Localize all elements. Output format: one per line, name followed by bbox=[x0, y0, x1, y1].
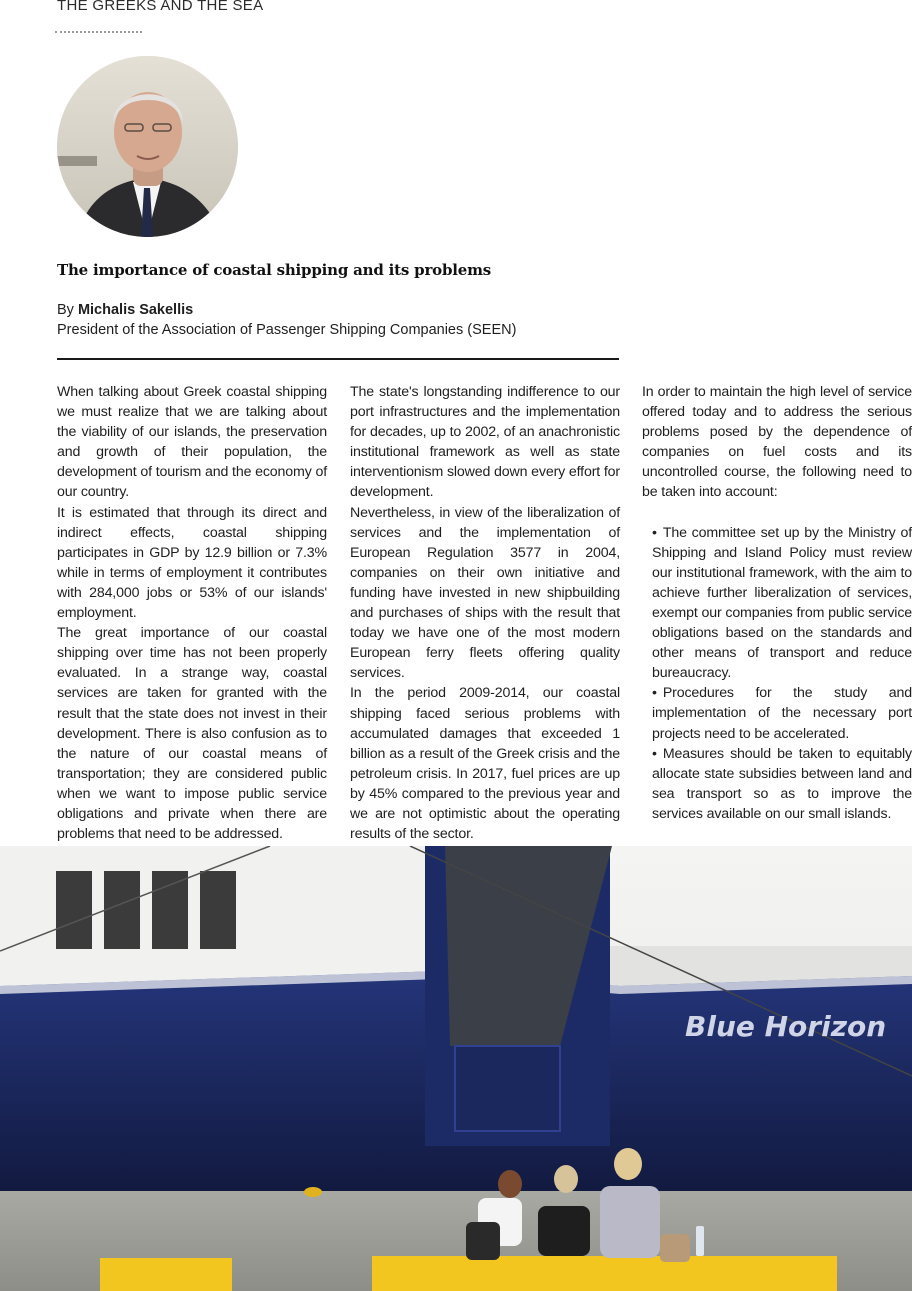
list-item: • Procedures for the study and implementation of the necessary port projects need to be accelerated. bbox=[652, 685, 912, 742]
author-role: President of the Association of Passenger Shipping Companies (SEEN) bbox=[57, 322, 517, 338]
ferry-photo bbox=[0, 846, 912, 1291]
paragraph: Nevertheless, in view of the liberalization of services and the implementation of European Regulation 3577 in 2004, companies on their own initiative and funding have invested in new shipbuilding and purchases of ships with the result that today we have one of the most modern European ferry fleets offering quality services. bbox=[350, 504, 620, 682]
paragraph: In the period 2009-2014, our coastal shipping faced serious problems with accumulated damages that exceeded 1 billion as a result of the Greek crisis and the petroleum crisis. In 2017, fuel prices are up by 45% compared to the previous year and we are not optimistic about the operating results of the sector. bbox=[350, 685, 620, 843]
bullet-icon: • bbox=[652, 745, 657, 762]
bullet-icon: • bbox=[652, 685, 657, 702]
column-3 bbox=[642, 382, 912, 824]
paragraph: The great importance of our coastal shipping over time has not been properly evaluated. In a strange way, coastal services are taken for granted with the result that the state does not invest in their development. There is also confusion as to the nature of our coastal means of transportation; they are considered public when we want to impose public service obligations and private when there are problems that need to be addressed. bbox=[57, 625, 327, 843]
column-1 bbox=[57, 382, 327, 844]
column-2 bbox=[350, 382, 620, 844]
author-name: Michalis Sakellis bbox=[77, 302, 194, 318]
byline bbox=[57, 302, 193, 318]
author-portrait bbox=[57, 56, 238, 237]
ship-name-text: Blue Horizon bbox=[685, 1010, 887, 1043]
paragraph: The state's longstanding indifference to our port infrastructures and the implementation for decades, up to 2002, of an anachronistic institutional framework as well as state interventionism slowed down every effort for development. bbox=[350, 384, 620, 501]
recommendations-list bbox=[642, 523, 912, 824]
bullet-icon: • bbox=[652, 524, 657, 541]
list-item: • Measures should be taken to equitably allocate state subsidies between land and sea transport so as to improve the services available on our small islands. bbox=[652, 745, 912, 822]
header-divider bbox=[57, 358, 619, 360]
dotted-divider bbox=[55, 31, 142, 33]
section-label: THE GREEKS AND THE SEA bbox=[57, 0, 264, 14]
byline-prefix: By bbox=[57, 302, 74, 318]
list-item: • The committee set up by the Ministry of Shipping and Island Policy must review our institutional framework, with the aim to achieve further liberalization of services, exempt our companies from public service obligations based on the standards and other means of transport and reduce bureaucracy. bbox=[652, 524, 912, 682]
paragraph: In order to maintain the high level of service offered today and to address the serious problems posed by the dependence of companies on fuel costs and its uncontrolled course, the following need to be taken into account: bbox=[642, 384, 912, 501]
paragraph: It is estimated that through its direct and indirect effects, coastal shipping participates in GDP by 12.9 billion or 7.3% while in terms of employment it contributes with 284,000 jobs or 53% of our islands' employment. bbox=[57, 504, 327, 622]
paragraph: When talking about Greek coastal shipping we must realize that we are talking about the viability of our islands, the preservation and growth of their population, the development of tourism and the economy of our country. bbox=[57, 384, 327, 501]
article-title: The importance of coastal shipping and its problems bbox=[57, 261, 492, 279]
